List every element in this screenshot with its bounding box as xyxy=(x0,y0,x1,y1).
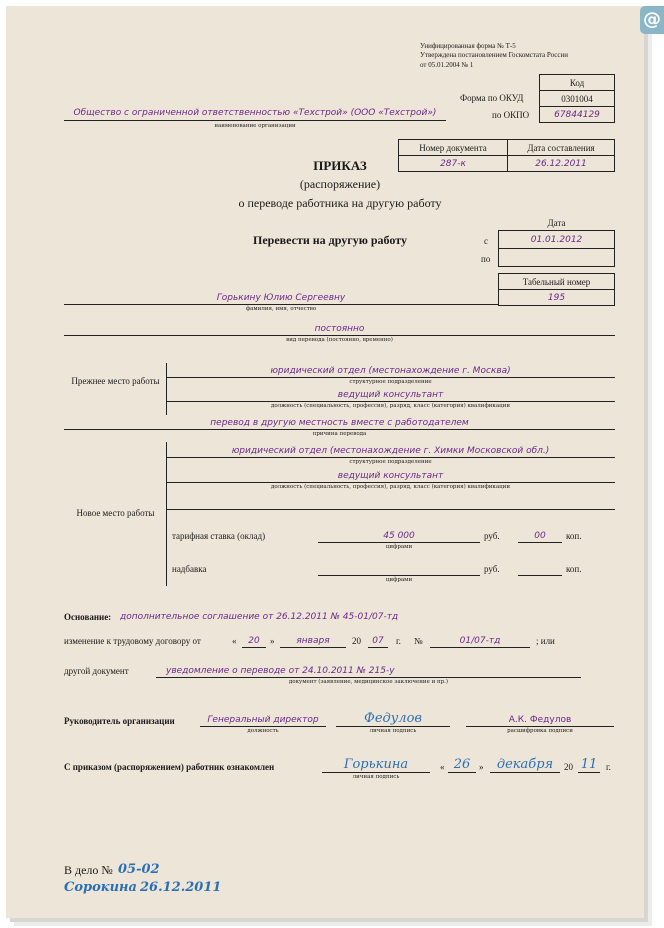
transfer-reason: перевод в другую местность вместе с работодателем xyxy=(210,418,469,428)
order-subject: о переводе работника на другую работу xyxy=(238,196,442,210)
transfer-to-date xyxy=(499,249,615,267)
ack-g: г. xyxy=(606,762,611,772)
okud-code: 0301004 xyxy=(540,91,615,107)
tab-number-table xyxy=(498,273,615,306)
ack-quote-close: » xyxy=(479,762,484,772)
new-place-label: Новое место работы xyxy=(76,508,155,518)
codes-table xyxy=(539,74,615,123)
prev-position: ведущий консультант xyxy=(337,390,444,400)
doc-number: 287-к xyxy=(399,156,508,172)
transfer-type-caption: вид перевода (постоянно, временно) xyxy=(286,337,393,343)
prev-unit: юридический отдел (местонахождение г. Москва) xyxy=(270,366,511,376)
change-year-prefix: 20 xyxy=(352,636,361,646)
head-decoding-caption: расшифровка подписи xyxy=(507,728,573,734)
new-position-caption: должность (специальность, профессия), разряд, класс (категория) квалификации xyxy=(270,484,511,490)
rate-kop-label: коп. xyxy=(566,531,582,541)
at-sign-icon[interactable]: @ xyxy=(640,6,664,34)
head-signature-caption: личная подпись xyxy=(369,728,417,734)
rate-kop: 00 xyxy=(534,531,546,541)
rate-rub-label: руб. xyxy=(484,531,500,541)
change-day: 20 xyxy=(248,636,260,646)
change-g: г. xyxy=(396,636,401,646)
organization-name: Общество с ограниченной ответственностью «Техстрой» (ООО «Техстрой») xyxy=(73,108,437,118)
rate-digits-caption: цифрами xyxy=(385,544,413,550)
head-label: Руководитель организации xyxy=(64,716,175,726)
bonus-digits-caption: цифрами xyxy=(385,577,413,583)
okpo-label: по ОКПО xyxy=(492,110,530,120)
bonus-label: надбавка xyxy=(172,564,207,574)
basis-label: Основание: xyxy=(64,612,112,622)
order-subtitle: (распоряжение) xyxy=(299,177,381,191)
form-header-line3: от 05.01.2004 № 1 xyxy=(420,61,474,69)
rate-label: тарифная ставка (оклад) xyxy=(172,531,266,541)
or-label: ; или xyxy=(536,636,555,646)
new-position: ведущий консультант xyxy=(337,471,444,481)
head-signature: Федулов xyxy=(364,711,422,726)
head-position-caption: должность xyxy=(247,728,279,734)
ack-day: 26 xyxy=(453,757,471,772)
basis-text: дополнительное соглашение от 26.12.2011 № 45-01/07-тд xyxy=(120,612,399,622)
rate-rub: 45 000 xyxy=(383,531,415,541)
form-header-line1: Унифицированная форма № Т-5 xyxy=(420,42,516,50)
change-number: 01/07-тд xyxy=(459,636,501,646)
prev-unit-caption: структурное подразделение xyxy=(349,379,432,385)
tab-number-head: Табельный номер xyxy=(499,274,615,290)
transfer-label: Перевести на другую работу xyxy=(253,233,407,247)
bonus-kop-label: коп. xyxy=(566,564,582,574)
transfer-from-label: с xyxy=(484,236,488,246)
file-note-number: 05-02 xyxy=(118,862,160,877)
transfer-type: постоянно xyxy=(314,324,365,334)
quote-close: » xyxy=(270,636,275,646)
quote-open: « xyxy=(232,636,237,646)
other-doc-caption: документ (заявление, медицинское заключение и пр.) xyxy=(288,679,449,685)
ack-label: С приказом (распоряжением) работник ознакомлен xyxy=(64,762,275,772)
order-form-page xyxy=(6,6,644,918)
file-note-date: 26.12.2011 xyxy=(140,880,222,895)
ack-year-prefix: 20 xyxy=(564,762,573,772)
employee-name-caption: фамилия, имя, отчество xyxy=(245,306,317,312)
ack-signature-caption: личная подпись xyxy=(352,774,400,780)
okpo-code: 67844129 xyxy=(540,107,615,123)
change-no-label: № xyxy=(414,636,423,646)
codes-head: Код xyxy=(540,75,615,91)
change-label: изменение к трудовому договору от xyxy=(64,636,201,646)
organization-caption: наименование организации xyxy=(214,123,296,129)
other-doc: уведомление о переводе от 24.10.2011 № 215-у xyxy=(166,666,395,676)
form-header-line2: Утверждена постановлением Госкомстата России xyxy=(420,51,568,59)
new-unit: юридический отдел (местонахождение г. Химки Московской обл.) xyxy=(231,446,550,456)
employee-name: Горькину Юлию Сергеевну xyxy=(216,293,346,303)
bonus-rub-label: руб. xyxy=(484,564,500,574)
ack-month: декабря xyxy=(496,757,554,772)
doc-date: 26.12.2011 xyxy=(508,156,615,172)
head-position: Генеральный директор xyxy=(207,715,319,725)
head-decoding: А.К. Федулов xyxy=(508,715,572,725)
ack-signature: Горькина xyxy=(343,757,409,772)
doc-number-head: Номер документа xyxy=(399,140,508,156)
new-unit-caption: структурное подразделение xyxy=(349,459,432,465)
transfer-reason-caption: причина перевода xyxy=(312,431,367,437)
prev-place-label: Прежнее место работы xyxy=(71,376,160,386)
other-doc-label: другой документ xyxy=(64,666,129,676)
change-year: 07 xyxy=(372,636,384,646)
doc-date-head: Дата составления xyxy=(508,140,615,156)
transfer-dates-table xyxy=(498,230,615,267)
transfer-from-date: 01.01.2012 xyxy=(499,231,615,249)
okud-label: Форма по ОКУД xyxy=(460,93,524,103)
file-note-name: Сорокина xyxy=(64,880,137,895)
prev-position-caption: должность (специальность, профессия), разряд, класс (категория) квалификации xyxy=(270,403,511,409)
ack-year: 11 xyxy=(580,757,598,772)
change-month: января xyxy=(296,636,330,646)
ack-quote-open: « xyxy=(440,762,445,772)
file-note-label: В дело № xyxy=(64,863,113,877)
order-title: ПРИКАЗ xyxy=(313,158,367,173)
transfer-to-label: по xyxy=(481,254,491,264)
tab-number: 195 xyxy=(499,290,615,306)
transfer-date-head: Дата xyxy=(547,218,566,228)
